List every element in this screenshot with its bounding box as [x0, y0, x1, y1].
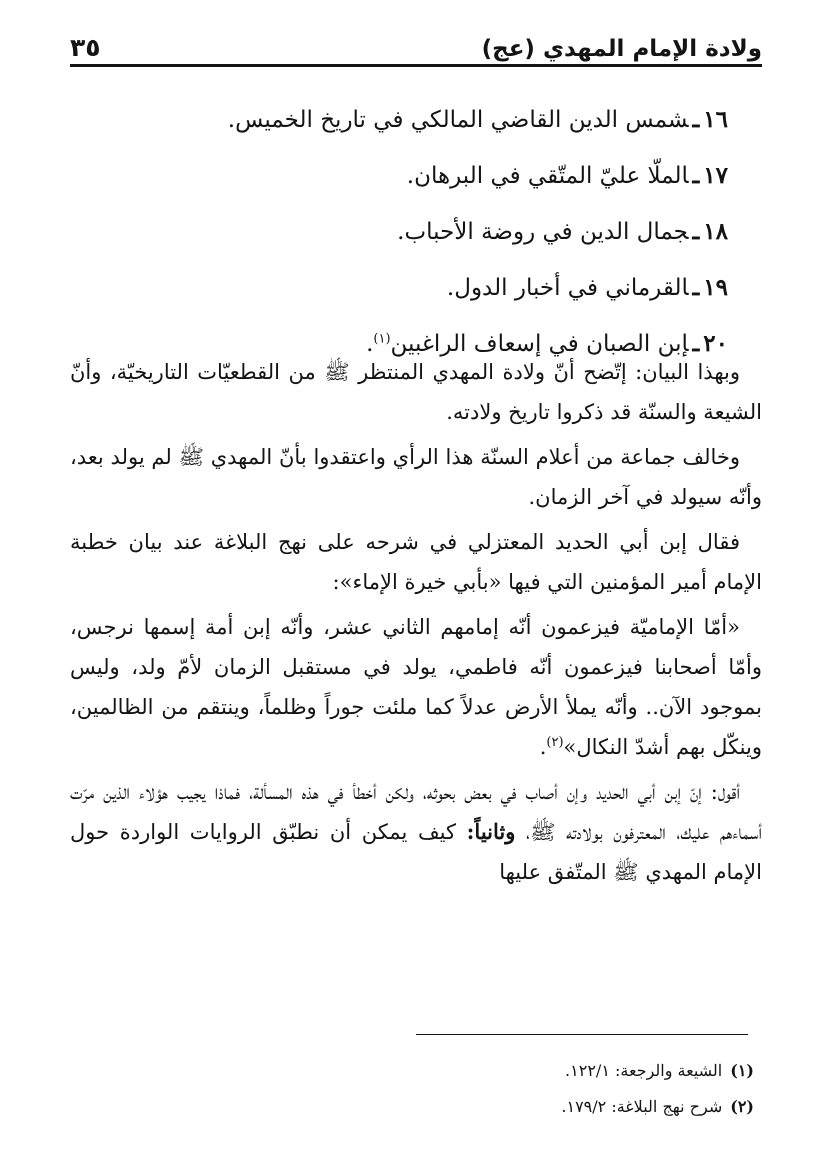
item-text: القرماني في أخبار الدول.: [446, 275, 689, 301]
paragraph: [70, 772, 762, 892]
item-number: ١٩: [703, 274, 728, 301]
footnote-text: شرح نهج البلاغة: ١٧٩/٢.: [561, 1097, 723, 1116]
item-text: إبن الصبان في إسعاف الراغبين: [390, 331, 689, 357]
paragraph: فقال إبن أبي الحديد المعتزلي في شرحه على نهج البلاغة عند بيان خطبة الإمام أمير المؤمنين التي فيها «بأبي خيرة الإماء»:: [70, 530, 762, 594]
item-number: ١٧: [703, 162, 728, 189]
footnotes: [70, 1053, 754, 1125]
header-rule: [70, 64, 762, 67]
list-item: ١٦ـشمس الدين القاضي المالكي في تاريخ الخميس.: [227, 106, 728, 133]
footnote-number: (٢): [730, 1097, 754, 1116]
item-text: شمس الدين القاضي المالكي في تاريخ الخميس.: [227, 107, 689, 133]
footnote-number: (١): [730, 1061, 754, 1080]
paragraph-continuation: كيف يمكن أن نطبّق الروايات الواردة حول الإمام المهدي ﷺ المتّفق عليها: [70, 820, 762, 884]
item-number: ١٨: [703, 218, 728, 245]
bold-lead: وثانياً:: [466, 819, 516, 844]
footnote: [70, 1089, 754, 1125]
item-text: جمال الدين في روضة الأحباب.: [397, 219, 689, 245]
footnote-reference: (١): [373, 331, 391, 347]
list-item: ١٨ـجمال الدين في روضة الأحباب.: [397, 218, 728, 245]
item-number: ١٦: [703, 106, 728, 133]
footnote: [70, 1053, 754, 1089]
quote-paragraph: [70, 607, 762, 767]
page-number: ٣٥: [70, 33, 101, 62]
list-item: ٢٠ـإبن الصبان في إسعاف الراغبين$^{(١)}$.: [366, 330, 728, 357]
running-header: [70, 22, 762, 62]
paragraph: وخالف جماعة من أعلام السنّة هذا الرأي واعتقدوا بأنّ المهدي ﷺ لم يولد بعد، وأنّه سيولد في آخر الزمان.: [70, 445, 762, 509]
header-title: ولادة الإمام المهدي (عج): [481, 36, 762, 62]
paragraph: وبهذا البيان: إتّضح أنّ ولادة المهدي المنتظر ﷺ من القطعيّات التاريخيّة، وأنّ الشيعة والسنّة قد ذكروا تاريخ ولادته.: [70, 360, 762, 424]
quote-trail: .: [539, 735, 547, 759]
list-item: ١٩ـالقرماني في أخبار الدول.: [446, 274, 728, 301]
footnote-rule: [416, 1034, 748, 1035]
item-text: الملّا عليّ المتّقي في البرهان.: [406, 163, 689, 189]
footnote-reference: (٢): [546, 735, 564, 750]
item-number: ٢٠: [703, 330, 728, 357]
quote-text: «أمّا الإماميّة فيزعمون أنّه إمامهم الثاني عشر، وأنّه إبن أمة إسمها نرجس، وأمّا أصحابنا فيزعمون أنّه فاطمي، يولد في مستقبل الزمان لأمّ ولد، وليس بموجود الآن.. وأنّه يملأ الأرض عدلاً كما ملئت جوراً وظلماً، وينتقم من الظالمين، وينكّل بهم أشدّ النكال»: [70, 615, 762, 759]
source-list: [70, 92, 728, 372]
list-item: ١٧ـالملّا عليّ المتّقي في البرهان.: [406, 162, 728, 189]
body-text: [70, 352, 762, 892]
item-trail: .: [366, 331, 374, 357]
paragraph-text: أقول: إنّ إبن أبي الحديد وإن أصاب في بعض بحوثه، ولكن أخطأ في هذه المسألة، فماذا يجيب هؤلاء الذين مرّت أسماءهم عليك، المعترفون بولادته ﷺ،: [70, 780, 762, 844]
footnote-text: الشيعة والرجعة: ١٢٢/١.: [565, 1061, 723, 1080]
